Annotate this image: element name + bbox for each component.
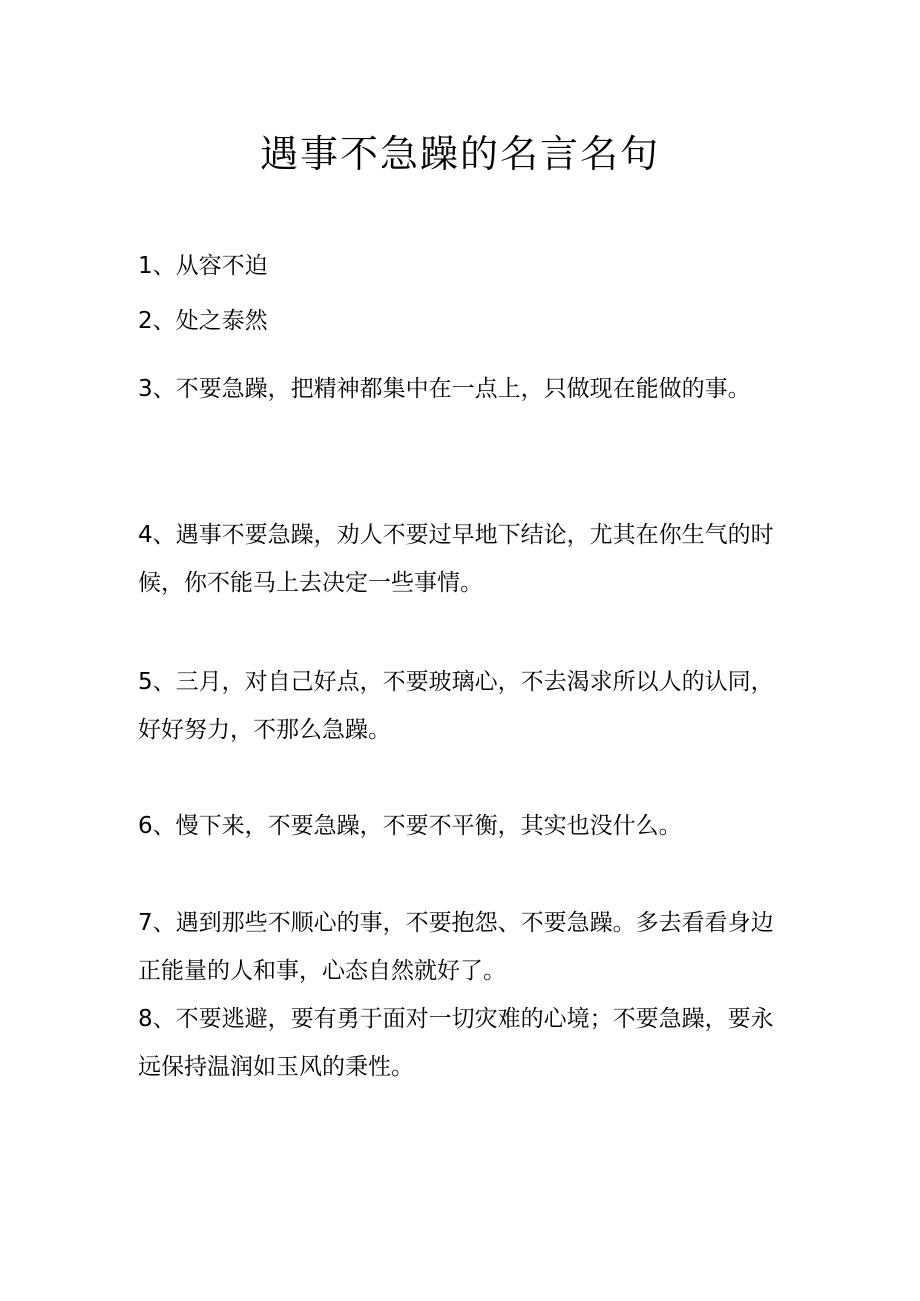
quote-item-8: 8、不要逃避，要有勇于面对一切灾难的心境；不要急躁，要永远保持温润如玉风的秉性。 [138, 1006, 774, 1080]
quote-item-3: 3、不要急躁，把精神都集中在一点上，只做现在能做的事。 [138, 376, 751, 402]
quote-item-7: 7、遇到那些不顺心的事，不要抱怨、不要急躁。多去看看身边正能量的人和事，心态自然就好了。 [138, 910, 774, 984]
quote-item-6: 6、慢下来，不要急躁，不要不平衡，其实也没什么。 [138, 813, 682, 839]
page-title: 遇事不急躁的名言名句 [259, 132, 660, 176]
quote-item-5: 5、三月，对自己好点，不要玻璃心，不去渴求所以人的认同，好好努力，不那么急躁。 [138, 669, 774, 743]
quote-item-4: 4、遇事不要急躁，劝人不要过早地下结论，尤其在你生气的时候，你不能马上去决定一些事情。 [138, 522, 774, 596]
quote-item-1: 1、从容不迫 [138, 253, 268, 279]
quote-item-2: 2、处之泰然 [138, 308, 268, 334]
